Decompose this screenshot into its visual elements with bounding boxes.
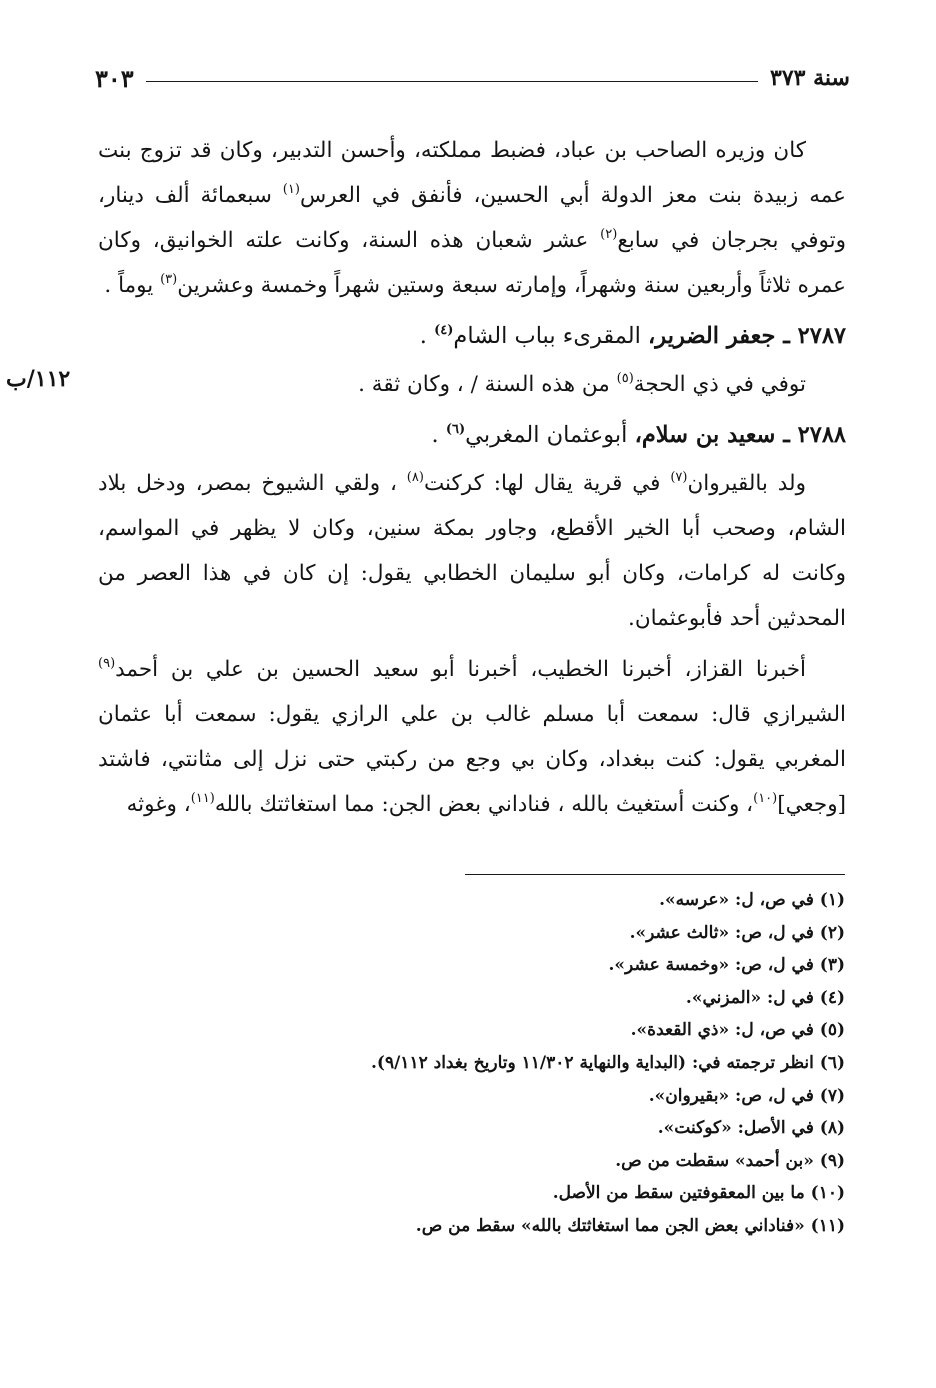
footnote-11: (١١) «فناداني بعض الجن مما استغاثتك بالله» سقط من ص. (415, 1215, 845, 1236)
paragraph-3 (98, 461, 846, 641)
footnote-separator (465, 874, 845, 875)
footnote-ref: (١) (282, 182, 300, 197)
entry-subtitle: المقرىء بباب الشام (453, 323, 649, 349)
text: ، وكنت أستغيث بالله ، فناداني بعض الجن: مما استغاثتك بالله (214, 792, 754, 817)
entry-title: ٢٧٨٨ ـ سعيد بن سلام، (634, 422, 846, 448)
running-header (95, 58, 850, 98)
text: سبعمائة ألف دينار، وتوفي بجرجان في سابع (98, 183, 846, 253)
entry-title: ٢٧٨٧ ـ جعفر الضرير، (648, 323, 846, 349)
footnote-8: (٨) في الأصل: «كوكنت». (657, 1118, 845, 1139)
footnote-ref: (٩) (98, 656, 116, 671)
text: الشيرازي قال: سمعت أبا مسلم غالب بن علي الرازي يقول: سمعت أبا عثمان المغربي يقول: كنت ببغداد، وكان بي وجع من ركبتي حتى نزل إلى مثانتي، فاشتد [وجعي] (98, 702, 846, 817)
footnote-7: (٧) في ل، ص: «بقيروان». (648, 1085, 845, 1106)
text: ، وغوثه (126, 792, 191, 817)
footnote-6: (٦) انظر ترجمته في: (البداية والنهاية ١١/٣٠٢ وتاريخ بغداد ٩/١١٢). (371, 1052, 845, 1073)
paragraph-1 (98, 128, 846, 308)
text: من هذه السنة / ، وكان ثقة . (358, 372, 617, 397)
text: توفي في ذي الحجة (633, 372, 806, 397)
text: . (419, 323, 435, 349)
entry-heading-2788 (98, 411, 846, 459)
footnote-4: (٤) في ل: «المزني». (685, 987, 845, 1008)
footnote-9: (٩) «بن أحمد» سقطت من ص. (615, 1150, 845, 1171)
paragraph-4 (98, 647, 846, 827)
footnote-ref: (٥) (616, 371, 634, 386)
header-rule (146, 81, 758, 82)
entry-subtitle: أبوعثمان المغربي (465, 422, 635, 448)
footnote-3: (٣) في ل، ص: «وخمسة عشر». (608, 955, 845, 976)
entry-heading-2787 (98, 312, 846, 360)
manuscript-folio-note: ١١٢/ب (6, 366, 71, 392)
footnote-ref: (١١) (190, 791, 215, 806)
footnote-ref: (٨) (406, 470, 424, 485)
text: . (431, 422, 446, 448)
footnote-ref: (٣) (160, 272, 178, 287)
text: ولد بالقيروان (687, 471, 806, 496)
header-year: سنة ٣٧٣ (770, 65, 850, 91)
paragraph-2 (98, 362, 846, 407)
footnote-ref: (٤) (434, 323, 454, 338)
text: أخبرنا القزاز، أخبرنا الخطيب، أخبرنا أبو سعيد الحسين بن علي بن أحمد (115, 657, 806, 682)
text: عشر شعبان هذه السنة، وكانت علته الخوانيق، وكان عمره ثلاثاً وأربعين سنة وشهراً، وإمارته سبعة وستين شهراً وخمسة وعشرين (98, 228, 846, 298)
footnote-5: (٥) في ص، ل: «ذي القعدة». (630, 1020, 845, 1041)
page-number: ٣٠٣ (95, 63, 134, 93)
footnote-ref: (١٠) (753, 791, 778, 806)
footnote-2: (٢) في ل، ص: «ثالث عشر». (629, 922, 845, 943)
text: يوماً . (104, 273, 161, 298)
main-text (98, 128, 846, 827)
footnote-ref: (٧) (670, 470, 688, 485)
footnotes (260, 884, 845, 1243)
footnote-ref: (٢) (600, 227, 618, 242)
text: ، ولقي الشيوخ بمصر، ودخل بلاد الشام، وصحب أبا الخير الأقطع، وجاور بمكة سنين، وكان لا يظهر في المواسم، وكانت له كرامات، وكان أبو سليمان الخطابي يقول: إن كان في هذا العصر من المحدثين أحد فأبوعثمان. (98, 471, 846, 631)
footnote-10: (١٠) ما بين المعقوفتين سقط من الأصل. (552, 1183, 845, 1204)
text: في قرية يقال لها: كركنت (423, 471, 671, 496)
text: كان وزيره الصاحب بن عباد، فضبط مملكته، وأحسن التدبير، وكان قد تزوج بنت عمه زبيدة بنت معز الدولة أبي الحسين، فأنفق في العرس (98, 138, 846, 208)
footnote-ref: (٦) (445, 422, 466, 437)
footnote-1: (١) في ص، ل: «عرسه». (659, 890, 845, 910)
